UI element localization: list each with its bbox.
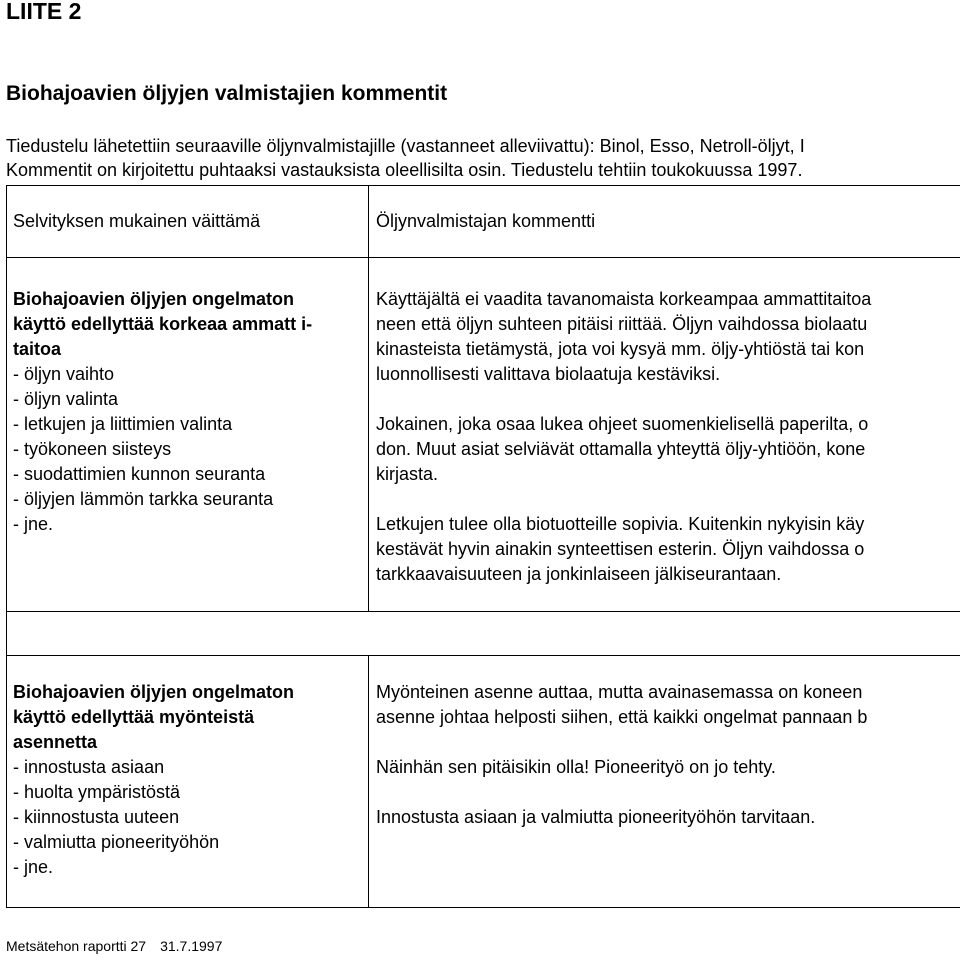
claim-item: - innostusta asiaan xyxy=(13,757,165,777)
footer-date: 31.7.1997 xyxy=(160,938,223,954)
claim-item: - jne. xyxy=(13,514,54,534)
table-row-divider xyxy=(6,655,960,656)
table-border-left xyxy=(6,185,7,908)
claim-item: - letkujen ja liittimien valinta xyxy=(13,414,233,434)
claim-heading-line: taitoa xyxy=(13,339,62,359)
intro-line-2: Kommentit on kirjoitettu puhtaaksi vastauksista oleellisilta osin. Tiedustelu tehtiin toukokuussa 1997. xyxy=(6,160,803,180)
comment-line: kestävät hyvin ainakin synteettisen esterin. Öljyn vaihdossa o xyxy=(376,539,865,559)
comment-line: kirjasta. xyxy=(376,464,439,484)
claim-heading-line: Biohajoavien öljyjen ongelmaton xyxy=(13,289,295,309)
claim-item: - öljyjen lämmön tarkka seuranta xyxy=(13,489,274,509)
comment-line: asenne johtaa helposti siihen, että kaikki ongelmat pannaan b xyxy=(376,707,868,727)
table-header-divider xyxy=(6,257,960,258)
claim-item: - öljyn valinta xyxy=(13,389,119,409)
comment-line: Innostusta asiaan ja valmiutta pioneerityöhön tarvitaan. xyxy=(376,807,816,827)
comment-line: don. Muut asiat selviävät ottamalla yhteyttä öljy-yhtiöön, kone xyxy=(376,439,866,459)
table-row-comment xyxy=(376,287,871,587)
comment-line: kinasteista tietämystä, jota voi kysyä mm. öljy-yhtiöstä tai kon xyxy=(376,339,865,359)
claim-item: - huolta ympäristöstä xyxy=(13,782,181,802)
claim-item: - työkoneen siisteys xyxy=(13,439,172,459)
comment-line: Letkujen tulee olla biotuotteille sopivia. Kuitenkin nykyisin käy xyxy=(376,514,865,534)
comment-line: tarkkaavaisuuteen ja jonkinlaiseen jälkiseurantaan. xyxy=(376,564,782,584)
table-border-bottom xyxy=(6,907,960,908)
footer-report: Metsätehon raportti 27 xyxy=(6,938,147,954)
table-row-comment xyxy=(376,680,867,830)
table-column-divider xyxy=(368,655,369,908)
claim-item: - jne. xyxy=(13,857,54,877)
table-row-claim xyxy=(13,680,294,880)
header-claim: Selvityksen mukainen väittämä xyxy=(13,211,261,231)
header-comment: Öljynvalmistajan kommentti xyxy=(376,211,596,231)
table-row-divider xyxy=(6,611,960,612)
comment-line: Jokainen, joka osaa lukea ohjeet suomenkielisellä paperilta, o xyxy=(376,414,869,434)
appendix-label: LIITE 2 xyxy=(6,0,82,24)
comment-line: Näinhän sen pitäisikin olla! Pioneerityö on jo tehty. xyxy=(376,757,776,777)
claim-item: - valmiutta pioneerityöhön xyxy=(13,832,220,852)
claim-heading-line: Biohajoavien öljyjen ongelmaton xyxy=(13,682,295,702)
section-title: Biohajoavien öljyjen valmistajien kommentit xyxy=(6,82,448,105)
claim-item: - kiinnostusta uuteen xyxy=(13,807,180,827)
claim-heading-line: käyttö edellyttää korkeaa ammatt i- xyxy=(13,314,313,334)
claim-heading-line: käyttö edellyttää myönteistä xyxy=(13,707,255,727)
comment-line: neen että öljyn suhteen pitäisi riittää. Öljyn vaihdossa biolaatu xyxy=(376,314,868,334)
claim-heading-line: asennetta xyxy=(13,732,98,752)
table-row-claim xyxy=(13,287,312,537)
comment-line: Käyttäjältä ei vaadita tavanomaista korkeampaa ammattitaitoa xyxy=(376,289,872,309)
comment-line: luonnollisesti valittava biolaatuja kestäviksi. xyxy=(376,364,721,384)
table-border-top xyxy=(6,185,960,186)
comment-line: Myönteinen asenne auttaa, mutta avainasemassa on koneen xyxy=(376,682,863,702)
table-column-divider xyxy=(368,185,369,612)
page-footer xyxy=(6,938,222,954)
intro-line-1: Tiedustelu lähetettiin seuraaville öljynvalmistajille (vastanneet alleviivattu): Binol, Esso, Netroll-öljyt, I xyxy=(6,136,805,156)
claim-item: - suodattimien kunnon seuranta xyxy=(13,464,266,484)
claim-item: - öljyn vaihto xyxy=(13,364,115,384)
